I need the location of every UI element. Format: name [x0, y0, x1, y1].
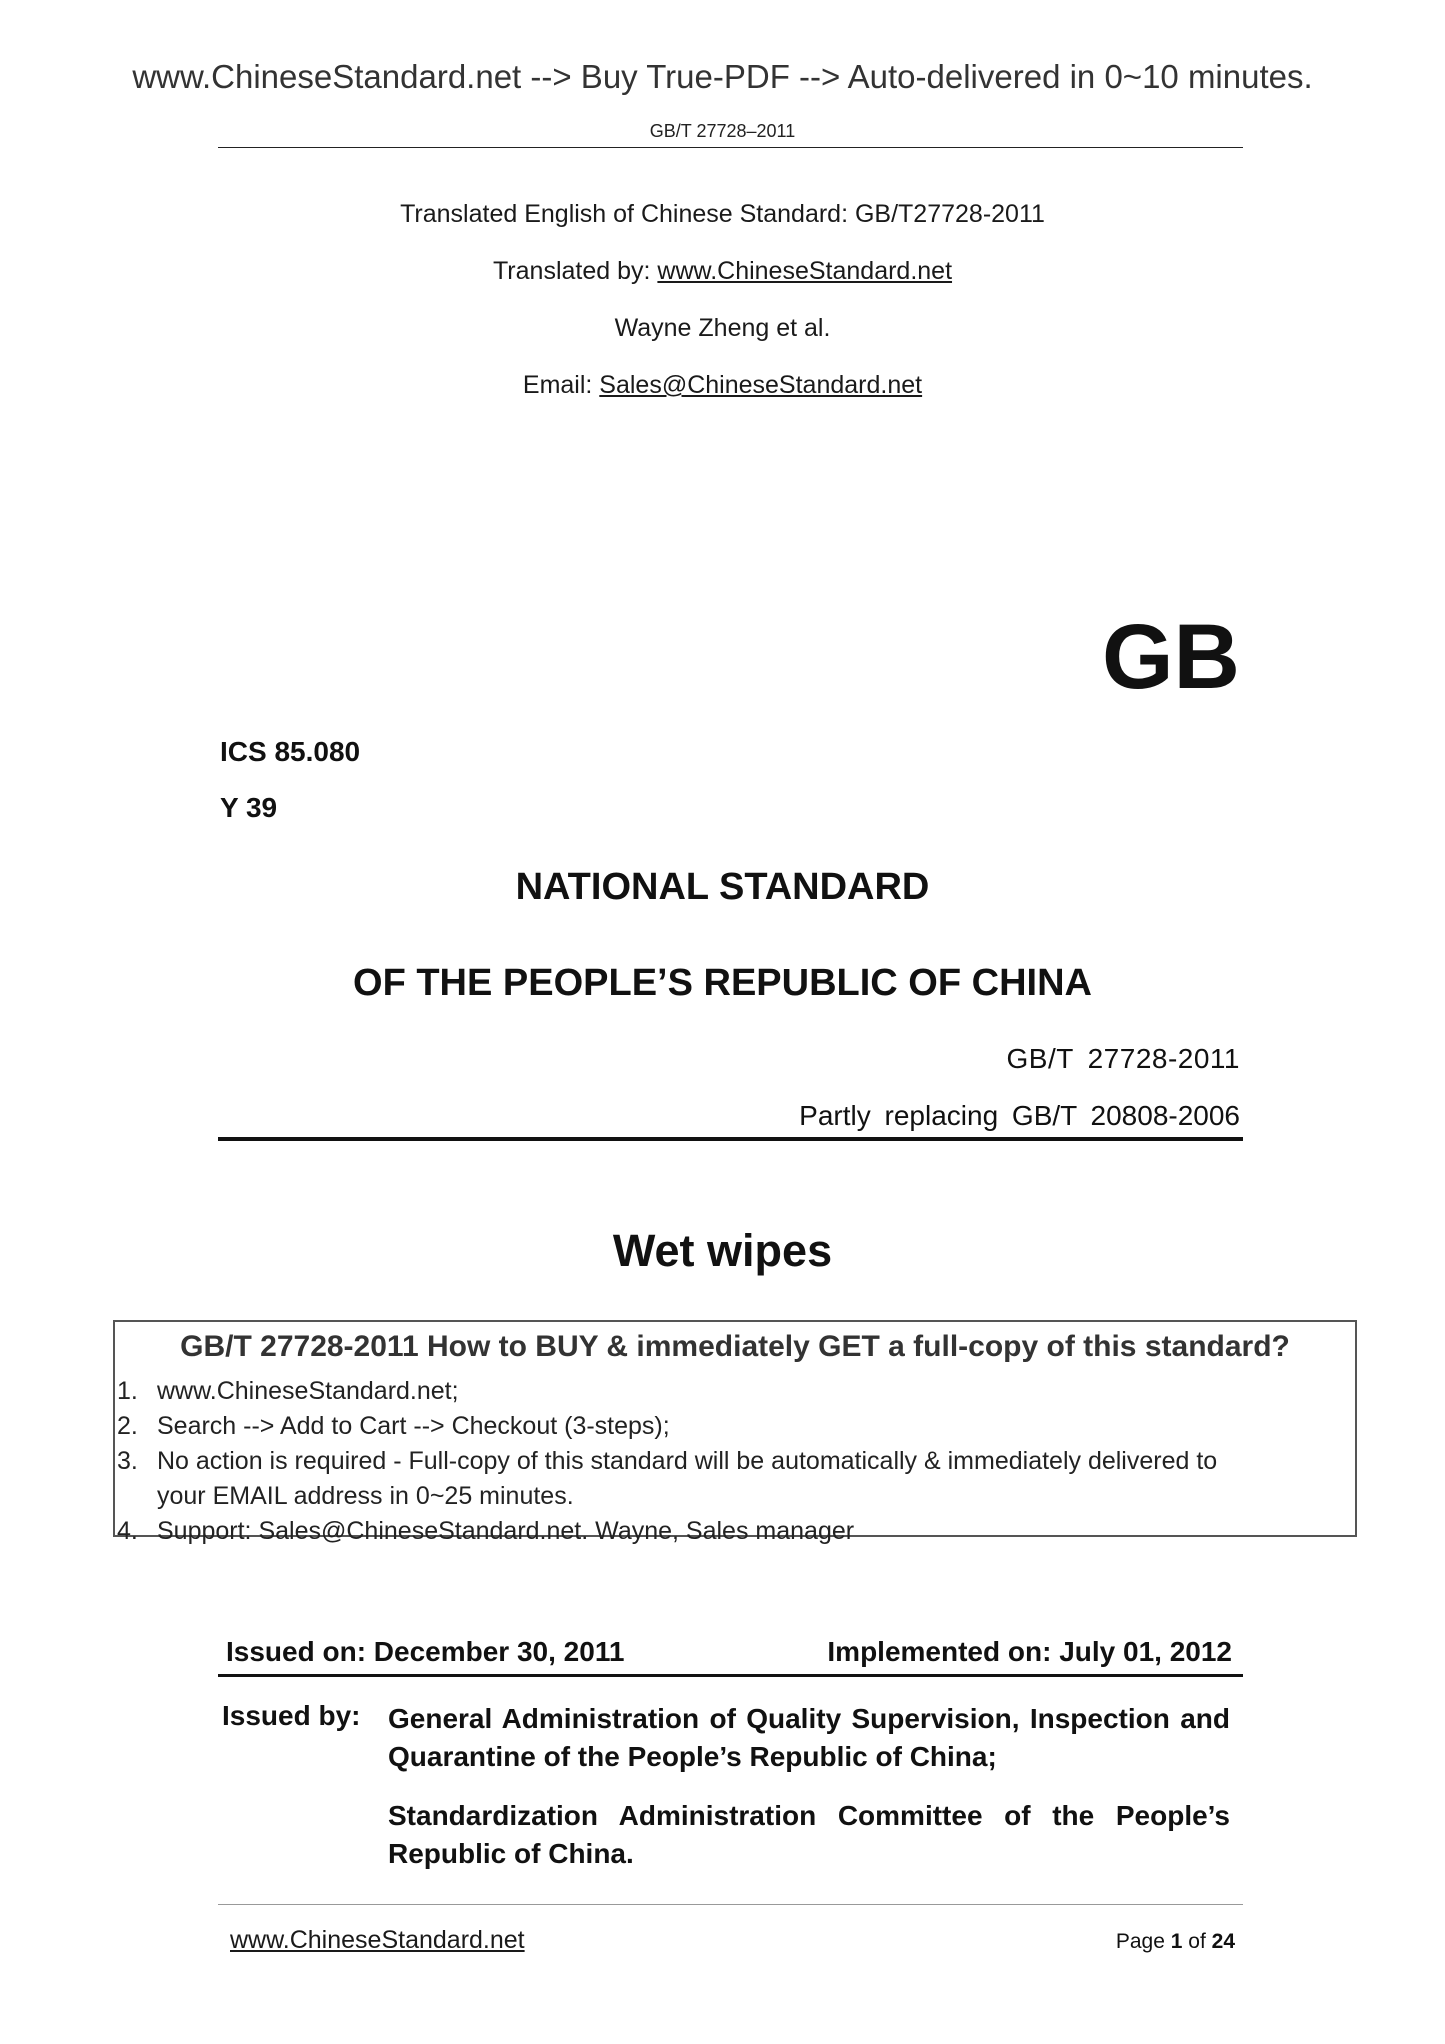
footer-website-link[interactable]: www.ChineseStandard.net: [230, 1926, 525, 1954]
page-separator: of: [1182, 1930, 1212, 1953]
standard-title-line-1: NATIONAL STANDARD: [515, 866, 930, 908]
translation-credit: Translated English of Chinese Standard: GB/T27728-2011: [400, 200, 1045, 228]
email-link[interactable]: Sales@ChineseStandard.net: [599, 371, 923, 399]
purchase-step-continuation: your EMAIL address in 0~25 minutes.: [157, 1482, 574, 1510]
email-line: [0, 371, 1445, 400]
purchase-step: [117, 1514, 1217, 1549]
total-page-number: 24: [1211, 1930, 1235, 1953]
step-text: Search --> Add to Cart --> Checkout (3-steps);: [157, 1412, 670, 1440]
step-number: 1.: [117, 1377, 138, 1405]
translator-label: Translated by:: [492, 257, 658, 285]
page-label: Page: [1115, 1930, 1171, 1953]
classification-code: Y 39: [220, 792, 278, 823]
standard-number: GB/T 27728-2011: [1006, 1043, 1240, 1074]
purchase-info-box: [113, 1320, 1357, 1545]
current-page-number: 1: [1170, 1930, 1183, 1953]
email-label: Email:: [522, 371, 600, 399]
issued-on-date: Issued on: December 30, 2011: [226, 1636, 625, 1667]
translator-line: [0, 257, 1445, 286]
issuer-aqsiq: General Administration of Quality Supervision, Inspection and Quarantine of the People’s Republic of China;: [388, 1703, 1230, 1772]
issuer-sac: Standardization Administration Committee of the People’s Republic of China.: [388, 1800, 1230, 1869]
running-header: GB/T 27728–2011: [649, 121, 796, 141]
step-text: www.ChineseStandard.net;: [157, 1377, 459, 1405]
date-rule: [218, 1674, 1243, 1677]
translator-names: Wayne Zheng et al.: [614, 314, 831, 342]
header-rule: [218, 147, 1243, 148]
standard-title-line-2: OF THE PEOPLE’S REPUBLIC OF CHINA: [353, 962, 1092, 1004]
top-banner: www.ChineseStandard.net --> Buy True-PDF --> Auto-delivered in 0~10 minutes.: [132, 58, 1313, 95]
purchase-step: [117, 1409, 1217, 1444]
gb-mark: GB: [1102, 606, 1240, 708]
replacing-note: Partly replacing GB/T 20808-2006: [799, 1100, 1240, 1131]
footer-rule: [218, 1904, 1243, 1905]
ics-code: ICS 85.080: [220, 736, 361, 767]
step-number: 4.: [117, 1517, 138, 1545]
step-number: 2.: [117, 1412, 138, 1440]
document-title: Wet wipes: [612, 1225, 833, 1276]
purchase-steps-list: [117, 1374, 1217, 1549]
page-indicator: [1116, 1930, 1235, 1954]
purchase-step: [117, 1444, 1217, 1479]
purchase-info-heading: GB/T 27728-2011 How to BUY & immediately GET a full-copy of this standard?: [180, 1330, 1290, 1363]
step-number: 3.: [117, 1447, 138, 1475]
purchase-step: [117, 1374, 1217, 1409]
step-text: No action is required - Full-copy of this standard will be automatically & immediately delivered to: [157, 1447, 1218, 1475]
implemented-on-date: Implemented on: July 01, 2012: [827, 1636, 1232, 1667]
standard-rule: [218, 1137, 1243, 1141]
issued-by-label: Issued by:: [222, 1700, 361, 1731]
step-text: Support: Sales@ChineseStandard.net. Wayne, Sales manager: [157, 1517, 855, 1545]
translator-link[interactable]: www.ChineseStandard.net: [657, 257, 953, 285]
